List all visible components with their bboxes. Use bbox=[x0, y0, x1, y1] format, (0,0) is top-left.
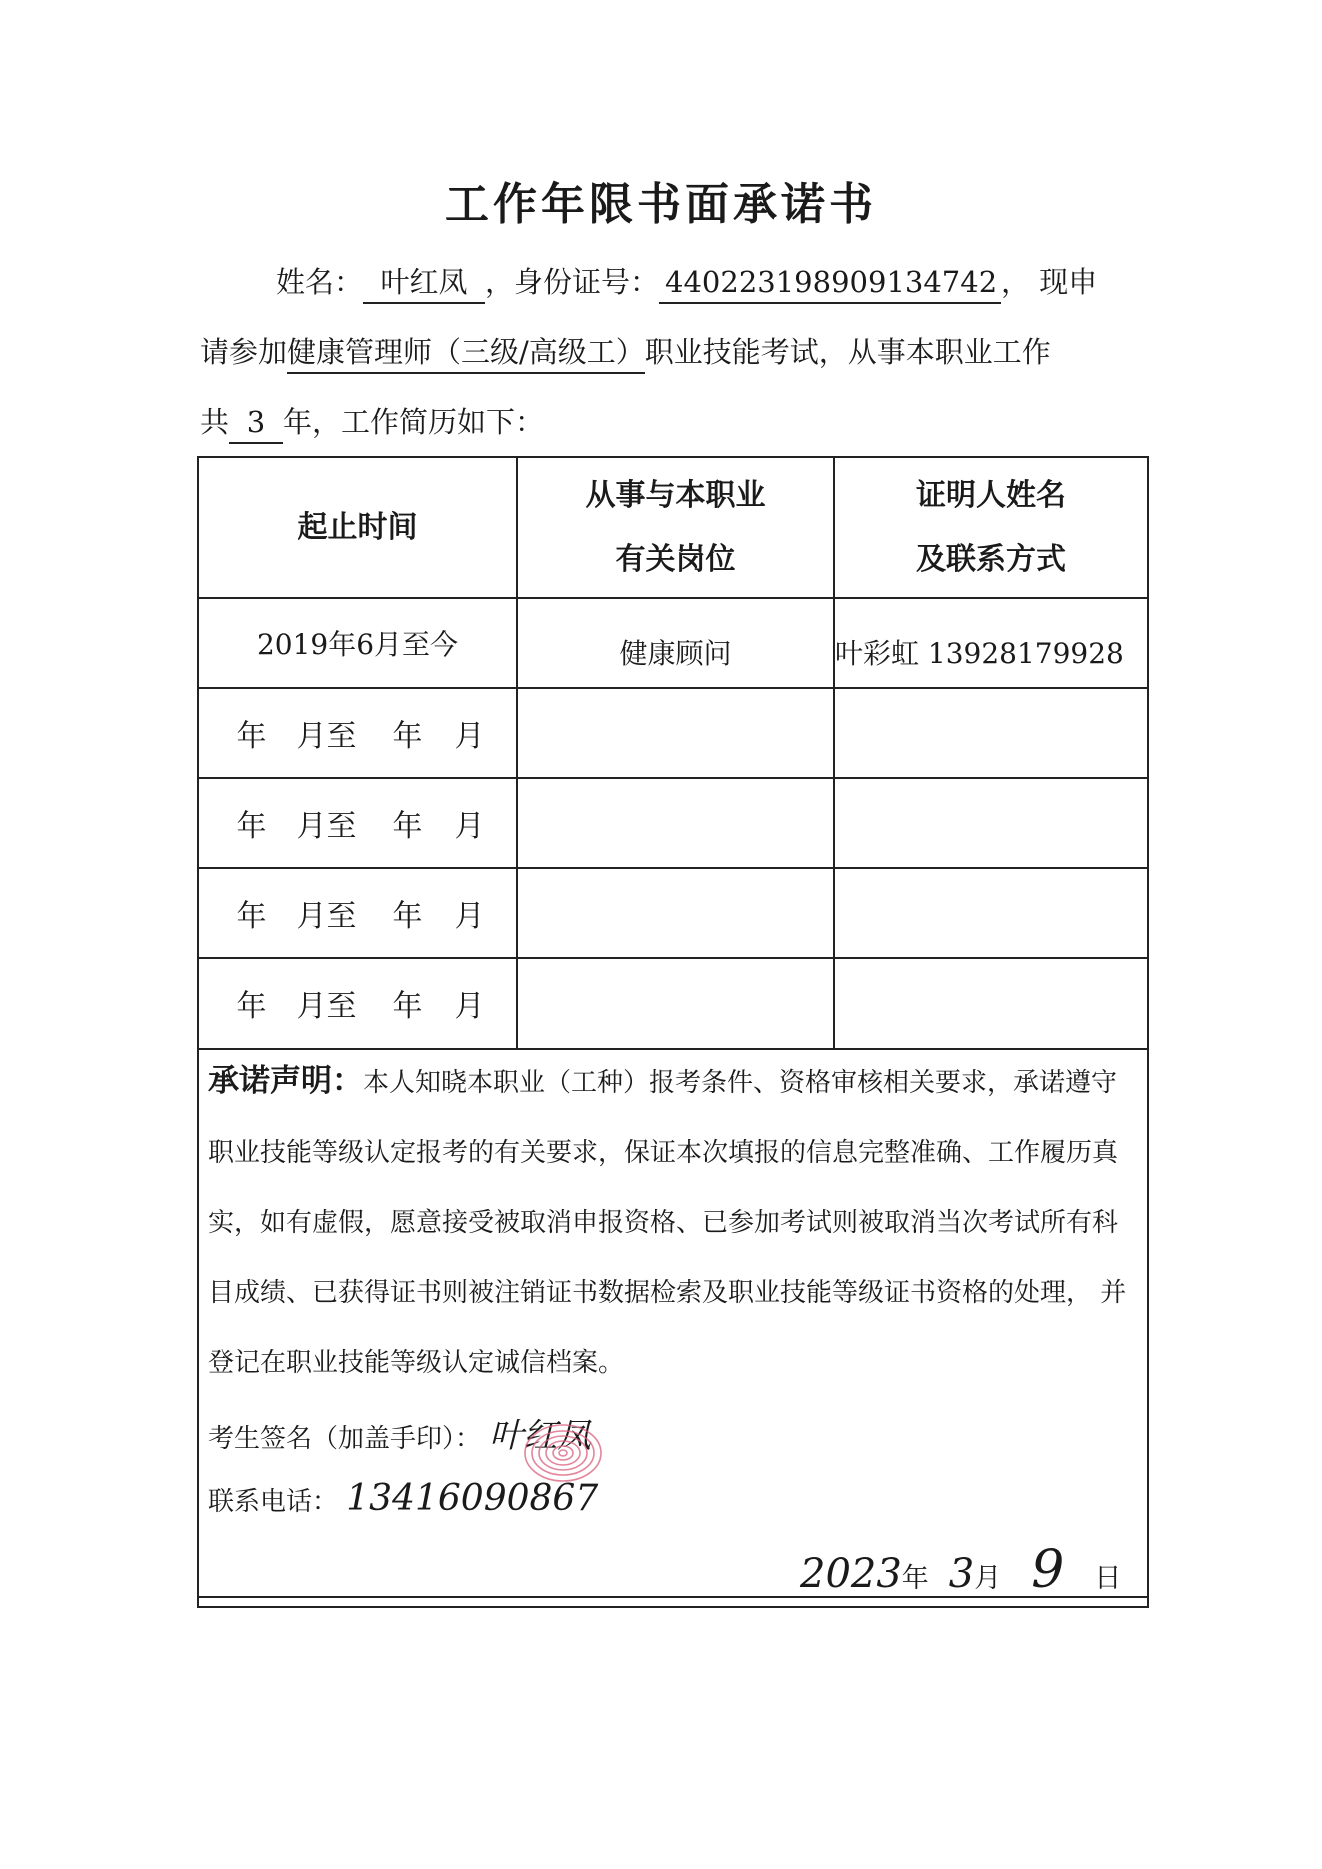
year-label: 年 bbox=[236, 989, 267, 1024]
date-month: 3 bbox=[948, 1551, 975, 1597]
intro-line-1 bbox=[276, 262, 1216, 304]
row-1-period: 2019年6月至今 bbox=[256, 628, 459, 661]
header-period-text: 起止时间 bbox=[297, 509, 418, 545]
line1-end: ， 现申 bbox=[1001, 265, 1098, 299]
id-label: ，身份证号： bbox=[485, 265, 660, 299]
name-label: 姓名： bbox=[276, 265, 364, 299]
id-number: 440223198909134742 bbox=[659, 262, 1001, 304]
years-suffix: 年，工作简历如下： bbox=[283, 405, 545, 439]
month-label: 月 bbox=[454, 809, 485, 844]
date-day: 9 bbox=[1031, 1540, 1065, 1600]
row-2-period bbox=[199, 689, 516, 777]
header-position-line-2: 有关岗位 bbox=[615, 541, 736, 577]
date-year: 2023 bbox=[800, 1551, 902, 1597]
line2-end: 职业技能考试，从事本职业工作 bbox=[644, 335, 1051, 369]
header-reference-line-2: 及联系方式 bbox=[916, 541, 1066, 577]
month-to-label: 月至 bbox=[296, 989, 357, 1024]
pledge-statement bbox=[208, 1046, 1138, 1398]
phone-line bbox=[208, 1478, 598, 1519]
pledge-lead: 承诺声明： bbox=[208, 1063, 363, 1099]
month-to-label: 月至 bbox=[296, 809, 357, 844]
row-5-period bbox=[199, 959, 516, 1047]
month-to-label: 月至 bbox=[296, 719, 357, 754]
date-year-unit: 年 bbox=[901, 1563, 929, 1594]
month-label: 月 bbox=[454, 719, 485, 754]
signing-date bbox=[800, 1540, 1121, 1600]
year-label: 年 bbox=[392, 899, 423, 934]
row-3-period bbox=[199, 779, 516, 867]
phone-label: 联系电话： bbox=[208, 1487, 339, 1517]
year-label: 年 bbox=[236, 719, 267, 754]
pledge-body: 本人知晓本职业（工种）报考条件、资格审核相关要求，承诺遵守职业技能等级认定报考的有关要求，保证本次填报的信息完整准确、工作履历真实，如有虚假，愿意接受被取消申报资格、已参加考试则被取消当次考试所有科目成绩、已获得证书则被注销证书数据检索及职业技能等级证书资格的处理， 并登记在职业技能等级认定诚信档案。 bbox=[208, 1068, 1127, 1378]
row-4-period bbox=[199, 869, 516, 957]
date-month-unit: 月 bbox=[974, 1563, 1002, 1594]
header-reference-line-1: 证明人姓名 bbox=[916, 477, 1066, 513]
year-label: 年 bbox=[392, 809, 423, 844]
intro-line-3 bbox=[200, 402, 1140, 444]
year-label: 年 bbox=[392, 989, 423, 1024]
name-value: 叶红凤 bbox=[363, 262, 485, 304]
intro-line-2 bbox=[200, 332, 1140, 374]
header-position bbox=[518, 458, 833, 597]
header-reference bbox=[835, 458, 1147, 597]
row-1-position: 健康顾问 bbox=[619, 637, 732, 670]
month-label: 月 bbox=[454, 899, 485, 934]
row-1-reference: 叶彩虹 13928179928 bbox=[835, 637, 1124, 670]
line2-start: 请参加 bbox=[200, 335, 288, 369]
years-prefix: 共 bbox=[200, 405, 230, 439]
year-label: 年 bbox=[236, 899, 267, 934]
month-label: 月 bbox=[454, 989, 485, 1024]
years-value: 3 bbox=[229, 402, 283, 444]
year-label: 年 bbox=[236, 809, 267, 844]
occupation-value: 健康管理师（三级/高级工） bbox=[287, 332, 645, 374]
year-label: 年 bbox=[392, 719, 423, 754]
header-position-line-1: 从事与本职业 bbox=[585, 477, 766, 513]
document-title: 工作年限书面承诺书 bbox=[445, 179, 877, 230]
header-period bbox=[199, 458, 516, 597]
signature-label: 考生签名（加盖手印）： bbox=[208, 1424, 482, 1454]
date-day-unit: 日 bbox=[1094, 1563, 1122, 1594]
month-to-label: 月至 bbox=[296, 899, 357, 934]
signature-value: 叶红凤 bbox=[489, 1416, 592, 1456]
phone-value: 13416090867 bbox=[346, 1478, 599, 1519]
